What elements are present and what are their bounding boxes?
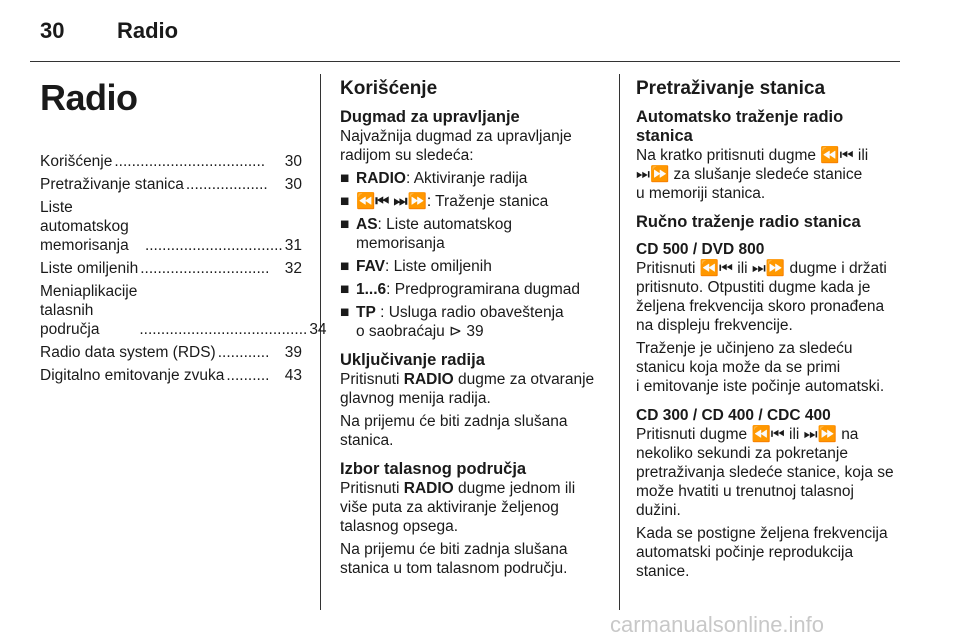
control-list-item: [340, 192, 608, 211]
control-key: 1...6: [356, 281, 387, 298]
controls-intro: Najvažnija dugmad za upravljanje radijom su sledeća:: [340, 128, 572, 164]
table-of-contents: [40, 152, 327, 385]
bullet-icon: ■: [340, 258, 350, 275]
header-rule: [30, 61, 900, 62]
page-header: [0, 0, 960, 62]
column-divider-1: [320, 74, 321, 610]
toc-label: Meniaplikacije talasnih područja: [40, 283, 138, 338]
toc-leader-dots: ...................................: [114, 153, 266, 170]
bullet-icon: ■: [340, 193, 350, 210]
bullet-icon: ■: [340, 281, 350, 298]
bullet-icon: ■: [340, 304, 350, 321]
section-heading-search: Pretraživanje stanica: [636, 78, 826, 99]
control-description: : Usluga radio obaveštenja o saobraćaju ⊳ 39: [356, 304, 564, 340]
section-heading-usage: Korišćenje: [340, 78, 438, 99]
band-title: Izbor talasnog područja: [340, 460, 527, 478]
control-key: ⏪⏮ ⏭⏩: [356, 193, 427, 210]
control-key: AS: [356, 216, 378, 233]
toc-page-number: 31: [284, 237, 302, 254]
switch-on-paragraph: [340, 370, 608, 408]
cd300-title: CD 300 / CD 400 / CDC 400: [636, 407, 831, 424]
cd300-paragraph-2: Kada se postigne željena frekvencija automatski počinje reprodukcija stanice.: [636, 525, 888, 580]
toc-leader-dots: ..........: [226, 367, 270, 384]
cd300-paragraph-1: Pritisnuti dugme ⏪⏮ ili ⏭⏩ na nekoliko sekundi za pokretanje pretraživanja sledeće stanice, koja se može hvatiti u trenutnoj talasnoj dužini.: [636, 426, 894, 519]
manual-search-title: Ručno traženje radio stanica: [636, 213, 861, 231]
radio-key: RADIO: [403, 371, 454, 388]
left-column: [40, 77, 327, 389]
control-list-item: [340, 169, 608, 188]
toc-entry[interactable]: [40, 366, 302, 385]
page-number: 30: [40, 18, 65, 43]
text-run: dugme jednom ili više puta za aktiviranje željenog talasnog opsega.: [340, 480, 576, 535]
control-description: : Liste omiljenih: [385, 258, 492, 275]
toc-page-number: 43: [284, 367, 302, 384]
toc-page-number: 30: [284, 153, 302, 170]
bullet-icon: ■: [340, 216, 350, 233]
toc-leader-dots: ...................: [185, 176, 268, 193]
control-key: RADIO: [356, 170, 406, 187]
auto-search-text: Na kratko pritisnuti dugme ⏪⏮ ili ⏭⏩ za slušanje sledeće stanice u memoriji stanica.: [636, 147, 869, 202]
running-title: Radio: [117, 18, 179, 43]
control-list-item: [340, 280, 608, 299]
toc-entry[interactable]: [40, 152, 302, 171]
text-run: dugme za otvaranje glavnog menija radija.: [340, 371, 595, 407]
toc-page-number: 34: [309, 321, 327, 338]
text-run: Pritisnuti: [340, 480, 404, 497]
toc-page-number: 39: [284, 344, 302, 361]
radio-key: RADIO: [403, 480, 454, 497]
middle-column: [340, 78, 608, 582]
toc-leader-dots: ............: [217, 344, 270, 361]
toc-label: Liste automatskog memorisanja: [40, 199, 129, 254]
toc-entry[interactable]: [40, 282, 327, 339]
control-list-item: [340, 257, 608, 276]
control-list-item: [340, 303, 608, 341]
watermark: carmanualsonline.info: [610, 612, 825, 637]
control-key: FAV: [356, 258, 385, 275]
toc-label: Korišćenje: [40, 153, 113, 170]
toc-leader-dots: ................................: [144, 237, 283, 254]
control-description: : Aktiviranje radija: [405, 170, 528, 187]
text-run: Pritisnuti: [340, 371, 404, 388]
auto-search-title: Automatsko traženje radio stanica: [636, 108, 844, 145]
bullet-icon: ■: [340, 170, 350, 187]
toc-label: Liste omiljenih: [40, 260, 139, 277]
switch-on-title: Uključivanje radija: [340, 351, 485, 369]
toc-leader-dots: ..............................: [140, 260, 270, 277]
control-list-item: [340, 215, 608, 253]
control-description: : Predprogramirana dugmad: [386, 281, 581, 298]
toc-page-number: 30: [284, 176, 302, 193]
right-column: [636, 78, 906, 585]
control-description: : Traženje stanica: [426, 193, 549, 210]
chapter-title: Radio: [40, 77, 138, 118]
toc-entry[interactable]: [40, 343, 302, 362]
toc-label: Radio data system (RDS): [40, 344, 216, 361]
band-note: Na prijemu će biti zadnja slušana stanica u tom talasnom području.: [340, 541, 568, 577]
toc-page-number: 32: [284, 260, 302, 277]
toc-entry[interactable]: [40, 175, 302, 194]
switch-on-note: Na prijemu će biti zadnja slušana stanica.: [340, 413, 568, 449]
toc-label: Digitalno emitovanje zvuka: [40, 367, 225, 384]
band-paragraph: [340, 479, 608, 536]
toc-entry[interactable]: [40, 198, 302, 255]
cd500-title: CD 500 / DVD 800: [636, 241, 765, 258]
toc-label: Pretraživanje stanica: [40, 176, 184, 193]
toc-leader-dots: .......................................: [139, 321, 308, 338]
column-divider-2: [619, 74, 620, 610]
control-key: TP: [356, 304, 376, 321]
cd500-paragraph-1: Pritisnuti ⏪⏮ ili ⏭⏩ dugme i držati pritisnuto. Otpustiti dugme kada je željena frekvencija skoro pronađena na displeju frekvencije.: [636, 260, 887, 334]
toc-entry[interactable]: [40, 259, 302, 278]
controls-title: Dugmad za upravljanje: [340, 108, 520, 126]
control-description: : Liste automatskog memorisanja: [356, 216, 512, 252]
cd500-paragraph-2: Traženje je učinjeno za sledeću stanicu koja može da se primi i emitovanje iste počinje automatski.: [636, 340, 885, 395]
controls-list: [340, 169, 608, 341]
